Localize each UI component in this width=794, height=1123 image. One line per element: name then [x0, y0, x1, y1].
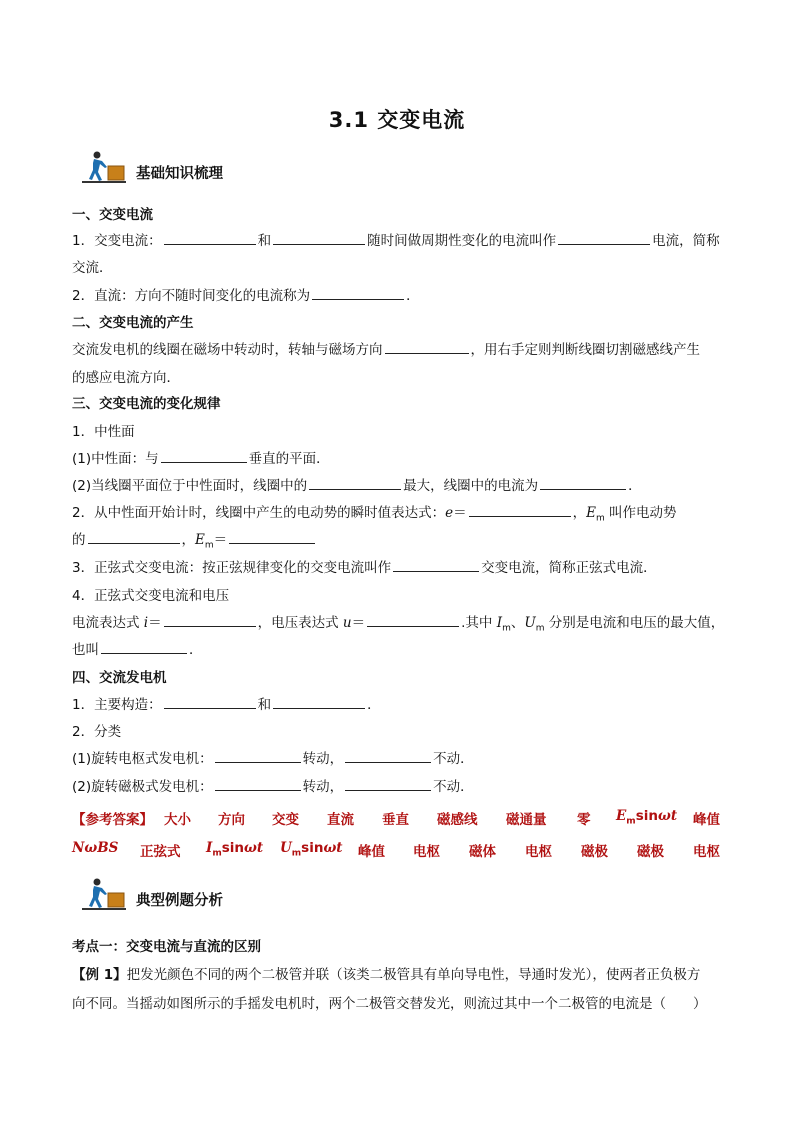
part2-heading: 二、交变电流的产生 — [72, 315, 194, 331]
answer-item: 峰值 — [693, 812, 720, 828]
part3-sub3: 3．正弦式交变电流：按正弦规律变化的交变电流叫作 交变电流，简称正弦式电流． — [72, 560, 657, 576]
answer-item-em: $E_m\sin\omega t$ — [616, 808, 678, 827]
answer-item: 零 — [577, 812, 591, 828]
part2-line1: 交流发电机的线圈在磁场中转动时，转轴与磁场方向 ，用右手定则判断线圈切割磁感线产生 — [72, 342, 700, 358]
part4-heading: 四、交流发电机 — [72, 670, 167, 686]
part1-line2: 2．直流：方向不随时间变化的电流称为 ． — [72, 288, 420, 304]
section-heading-basics: 基础知识梳理 — [136, 166, 223, 182]
part3-sub4-line2: 也叫 ． — [72, 642, 203, 658]
page-title: 3.1 交变电流 — [328, 108, 466, 132]
answer-item: 直流 — [327, 812, 354, 828]
part3-sub4: 4．正弦式交变电流和电压 — [72, 588, 230, 604]
part4-line3: (1)旋转电枢式发电机： 转动， 不动． — [72, 751, 474, 767]
part3-sub2-cont: 的 ，$E_m=$ — [72, 528, 317, 551]
part3-sub4-line1: 电流表达式 i＝ ，电压表达式 u＝ .其中 $I_m$、$U_m$ 分别是电流和电压的最大值， — [72, 615, 725, 634]
answer-item: 正弦式 — [140, 844, 181, 860]
answer-item: 方向 — [218, 812, 245, 828]
part3-sub2: 2．从中性面开始计时，线圈中产生的电动势的瞬时值表达式：e＝ ，$E_m$ 叫作电动势 — [72, 505, 677, 524]
part4-line4: (2)旋转磁极式发电机： 转动， 不动． — [72, 779, 474, 795]
example-line1: 【例 1】把发光颜色不同的两个二极管并联（该类二极管具有单向导电性，导通时发光），使两者正负极方 — [72, 967, 701, 983]
answer-item-im: $I_m\sin\omega t$ — [206, 840, 264, 859]
answer-item: 电枢 — [525, 844, 552, 860]
person-pushing-box-icon — [80, 877, 126, 913]
answer-item-um: $U_m\sin\omega t$ — [280, 840, 343, 859]
part1-line1-cont: 交流． — [72, 260, 113, 276]
part3-sub1a: (1)中性面：与 垂直的平面． — [72, 451, 330, 467]
answer-item: 磁体 — [469, 844, 496, 860]
answer-label: 【参考答案】 — [72, 812, 153, 828]
kaodian-heading: 考点一：交变电流与直流的区别 — [72, 939, 261, 955]
part3-heading: 三、交变电流的变化规律 — [72, 396, 221, 412]
part1-heading: 一、交变电流 — [72, 207, 153, 223]
part3-sub1b: (2)当线圈平面位于中性面时，线圈中的 最大，线圈中的电流为 ． — [72, 478, 642, 494]
answer-item: 交变 — [272, 812, 299, 828]
part3-sub1: 1．中性面 — [72, 424, 135, 440]
answer-item: 磁极 — [581, 844, 608, 860]
answer-item: 垂直 — [382, 812, 409, 828]
section-heading-examples: 典型例题分析 — [136, 893, 223, 909]
part4-line1: 1．主要构造： 和 ． — [72, 697, 381, 713]
person-pushing-box-icon — [80, 150, 126, 186]
example-line2: 向不同。当摇动如图所示的手摇发电机时，两个二极管交替发光，则流过其中一个二极管的电流是（ ） — [72, 996, 707, 1012]
part2-line2: 的感应电流方向． — [72, 370, 180, 386]
answer-item-nwbs: NωBS — [72, 840, 119, 856]
answer-item: 磁感线 — [437, 812, 478, 828]
answer-item: 磁通量 — [506, 812, 547, 828]
answer-item: 电枢 — [693, 844, 720, 860]
part4-line2: 2．分类 — [72, 724, 122, 740]
part1-line1: 1．交变电流： 和 随时间做周期性变化的电流叫作 电流，简称 — [72, 233, 720, 249]
answer-item: 电枢 — [413, 844, 440, 860]
answer-item: 峰值 — [358, 844, 385, 860]
answer-item: 磁极 — [637, 844, 664, 860]
answer-item: 大小 — [164, 812, 191, 828]
